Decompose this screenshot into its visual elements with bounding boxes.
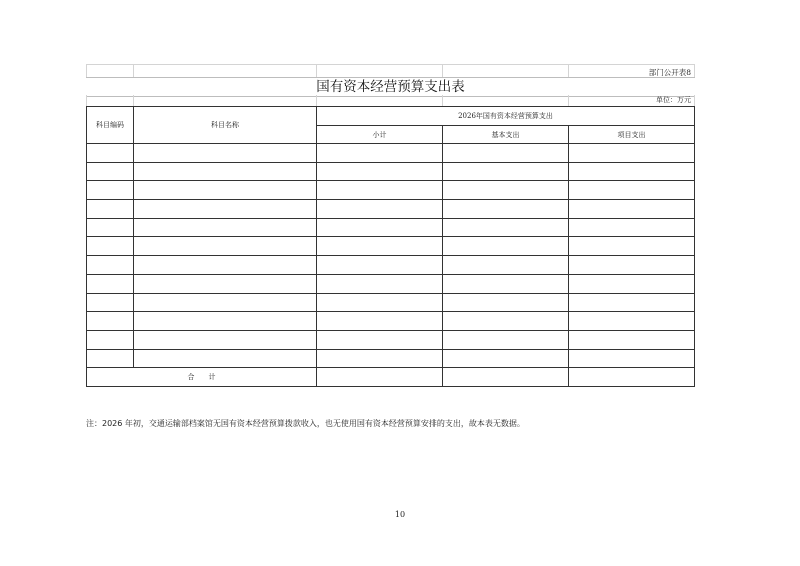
table-cell — [443, 237, 569, 256]
table-cell — [134, 274, 317, 293]
table-cell — [443, 181, 569, 200]
table-cell — [134, 293, 317, 312]
table-cell — [443, 293, 569, 312]
table-cell — [317, 256, 443, 275]
unit-label: 单位：万元 — [656, 96, 691, 104]
table-row — [87, 312, 695, 331]
group-header: 2026年国有资本经营预算支出 — [317, 107, 695, 126]
table-row — [87, 293, 695, 312]
table-cell — [569, 349, 695, 368]
table-row — [87, 237, 695, 256]
table-row — [87, 218, 695, 237]
table-cell — [317, 237, 443, 256]
table-cell — [87, 218, 134, 237]
page-number: 10 — [394, 510, 406, 519]
table-cell — [134, 312, 317, 331]
table-cell — [317, 200, 443, 219]
table-cell — [317, 144, 443, 163]
table-row — [87, 330, 695, 349]
table-cell — [317, 330, 443, 349]
total-label: 合 计 — [87, 368, 317, 387]
table-cell — [87, 349, 134, 368]
table-cell — [87, 312, 134, 331]
table-row — [87, 181, 695, 200]
table-row — [87, 256, 695, 275]
table-row — [87, 200, 695, 219]
sheet-top-row — [86, 64, 695, 77]
col-header-basic: 基本支出 — [443, 126, 569, 144]
table-cell — [443, 349, 569, 368]
table-cell — [134, 256, 317, 275]
table-cell — [443, 162, 569, 181]
table-cell — [87, 237, 134, 256]
table-cell — [569, 293, 695, 312]
table-cell — [317, 162, 443, 181]
table-cell — [87, 144, 134, 163]
footnote: 注：2026 年初，交通运输部档案馆无国有资本经营预算拨款收入，也无使用国有资本经营预算安排的支出，故本表无数据。 — [86, 419, 525, 428]
total-subtotal — [317, 368, 443, 387]
table-cell — [317, 349, 443, 368]
budget-table — [86, 106, 695, 387]
table-cell — [87, 293, 134, 312]
table-cell — [317, 293, 443, 312]
table-cell — [443, 256, 569, 275]
table-cell — [443, 144, 569, 163]
table-cell — [134, 144, 317, 163]
table-cell — [134, 181, 317, 200]
table-cell — [87, 330, 134, 349]
header-row-1 — [87, 107, 695, 126]
table-cell — [569, 181, 695, 200]
form-number: 部门公开表8 — [648, 68, 691, 77]
table-cell — [134, 162, 317, 181]
table-cell — [87, 256, 134, 275]
table-cell — [569, 200, 695, 219]
table-cell — [443, 312, 569, 331]
table-cell — [569, 274, 695, 293]
table-row — [87, 144, 695, 163]
table-cell — [134, 349, 317, 368]
table-body — [87, 144, 695, 368]
table-cell — [317, 274, 443, 293]
table-cell — [87, 162, 134, 181]
table-cell — [569, 237, 695, 256]
table-row — [87, 162, 695, 181]
table-cell — [443, 218, 569, 237]
table-cell — [443, 274, 569, 293]
col-header-subtotal: 小计 — [317, 126, 443, 144]
col-header-name: 科目名称 — [134, 107, 317, 144]
table-cell — [87, 200, 134, 219]
table-cell — [134, 200, 317, 219]
table-cell — [317, 218, 443, 237]
table-cell — [569, 330, 695, 349]
table-cell — [87, 274, 134, 293]
table-cell — [569, 256, 695, 275]
table-cell — [443, 330, 569, 349]
table-cell — [134, 218, 317, 237]
table-cell — [443, 200, 569, 219]
total-basic — [443, 368, 569, 387]
col-header-project: 项目支出 — [569, 126, 695, 144]
table-title: 国有资本经营预算支出表 — [86, 77, 695, 97]
table-cell — [569, 312, 695, 331]
table-cell — [569, 144, 695, 163]
table-cell — [569, 218, 695, 237]
table-cell — [87, 181, 134, 200]
table-cell — [317, 181, 443, 200]
total-project — [569, 368, 695, 387]
table-row — [87, 274, 695, 293]
total-row — [87, 368, 695, 387]
table-row — [87, 349, 695, 368]
table-cell — [134, 237, 317, 256]
table-cell — [317, 312, 443, 331]
table-cell — [134, 330, 317, 349]
col-header-code: 科目编码 — [87, 107, 134, 144]
table-cell — [569, 162, 695, 181]
